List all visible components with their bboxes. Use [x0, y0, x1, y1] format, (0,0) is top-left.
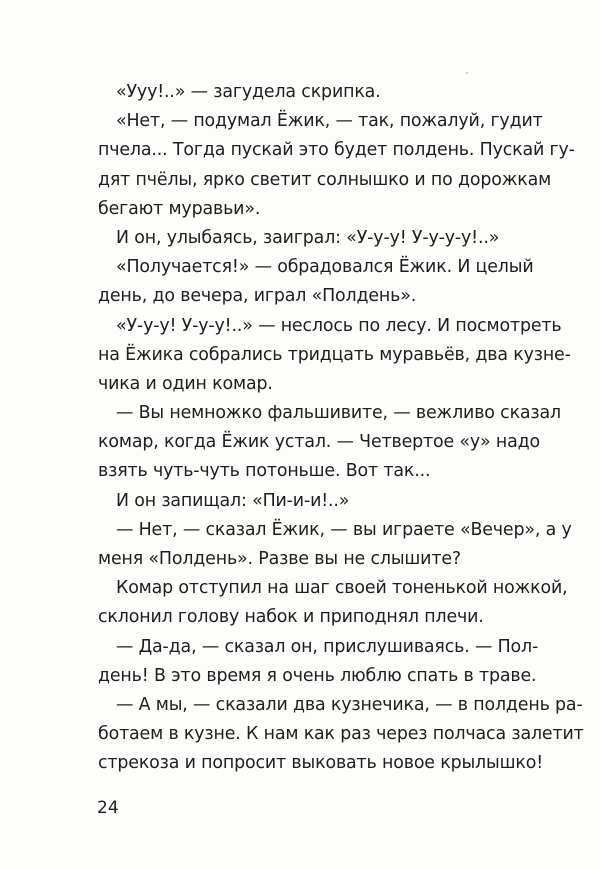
text-line: — Да-да, — сказал он, прислушиваясь. — Пол- — [116, 636, 539, 657]
paper-speck — [466, 72, 468, 74]
text-line: Комар отступил на шаг своей тоненькой ножкой, — [116, 578, 568, 599]
text-line: — Нет, — сказал Ёжик, — вы играете «Вечер», а у — [116, 519, 572, 540]
text-line: пчела... Тогда пускай это будет полдень. Пускай гу- — [98, 140, 575, 161]
text-line: бегают муравьи». — [98, 198, 261, 219]
text-line: дят пчёлы, ярко светит солнышко и по дорожкам — [98, 169, 552, 190]
text-line: И он, улыбаясь, заиграл: «У-у-у! У-у-у-у!..» — [116, 227, 500, 248]
text-line: комар, когда Ёжик устал. — Четвертое «у» надо — [98, 432, 541, 453]
text-line: стрекоза и попросит выковать новое крылышко! — [98, 753, 544, 774]
body-text — [98, 78, 584, 779]
text-line: день! В это время я очень люблю спать в траве. — [98, 665, 537, 686]
text-line: И он запищал: «Пи-и-и!..» — [116, 490, 350, 511]
text-line: чика и один комар. — [98, 373, 273, 394]
text-line: склонил голову набок и приподнял плечи. — [98, 607, 484, 628]
text-line: «Ууу!..» — загудела скрипка. — [116, 82, 381, 102]
text-line: на Ёжика собрались тридцать муравьёв, два кузне- — [98, 344, 571, 365]
text-line: ботаем в кузне. К нам как раз через полчаса залетит — [98, 724, 584, 745]
text-line: — А мы, — сказали два кузнечика, — в полдень ра- — [116, 694, 583, 715]
text-line: день, до вечера, играл «Полдень». — [98, 286, 417, 307]
text-line: меня «Полдень». Разве вы не слышите? — [98, 549, 461, 569]
text-line: «У-у-у! У-у-у!..» — неслось по лесу. И посмотреть — [116, 315, 562, 336]
text-line: «Получается!» — обрадовался Ёжик. И целый — [116, 257, 534, 278]
page-number: 24 — [97, 798, 119, 818]
text-line: — Вы немножко фальшивите, — вежливо сказал — [116, 403, 561, 424]
text-line: «Нет, — подумал Ёжик, — так, пожалуй, гудит — [116, 111, 543, 132]
text-line: взять чуть-чуть потоньше. Вот так... — [98, 461, 431, 482]
